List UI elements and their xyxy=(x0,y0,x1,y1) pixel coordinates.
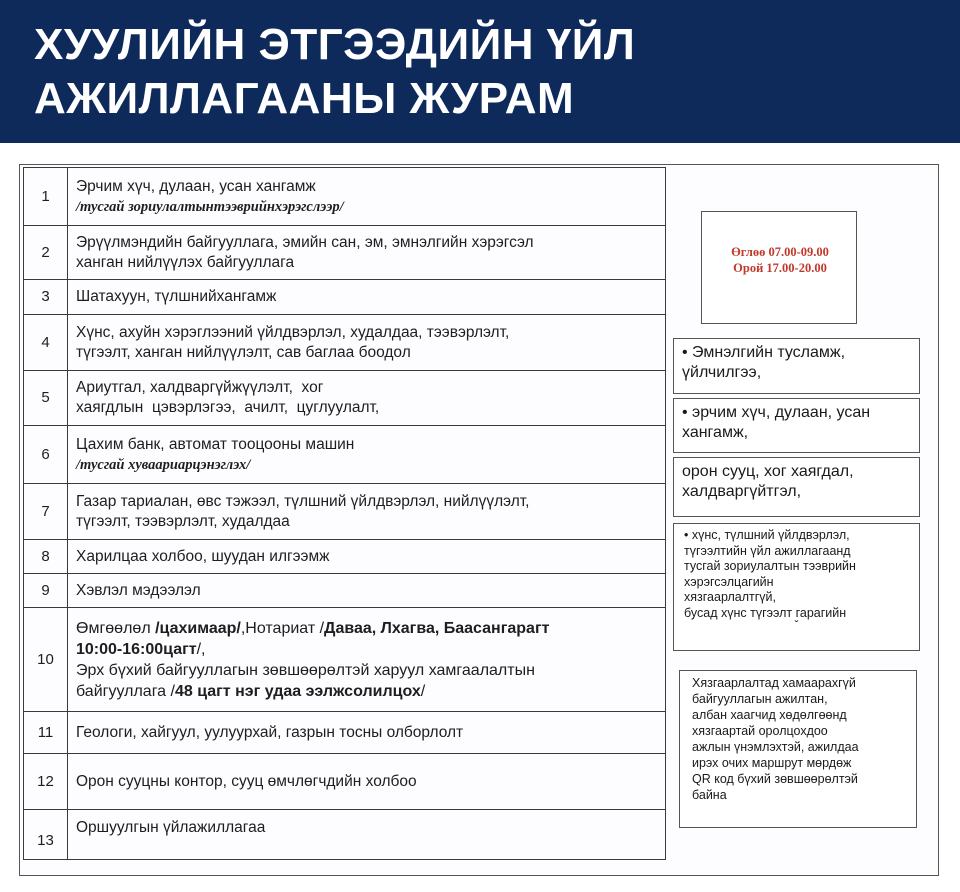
table-row xyxy=(24,574,666,608)
table-row xyxy=(24,754,666,810)
row-text-line: Геологи, хайгуул, уулуурхай, газрын тосны олборлолт xyxy=(76,723,464,741)
row-text-line: Хэвлэл мэдээлэл xyxy=(76,581,201,599)
table-row xyxy=(24,810,666,860)
row-text xyxy=(68,608,666,712)
table-row xyxy=(24,371,666,426)
morning-hours: Өглөө 07.00-09.00 xyxy=(731,245,829,259)
note-food-transport xyxy=(673,523,920,651)
row-text-line: Эрчим хүч, дулаан, усан хангамж xyxy=(76,177,316,195)
note-line: • Эмнэлгийн тусламж, xyxy=(682,344,846,361)
page-title-line-1: ХУУЛИЙН ЭТГЭЭДИЙН ҮЙЛ xyxy=(34,20,636,69)
table-row xyxy=(24,226,666,280)
note-line: бусад хүнс түгээлт гарагийн xyxy=(684,605,847,620)
note-line: хязгаартай оролцохдоо xyxy=(692,724,828,738)
row-number: 6 xyxy=(24,426,68,484)
row-text-line: Харилцаа холбоо, шуудан илгээмж xyxy=(76,547,330,565)
note-line: ирэх очих маршрут мөрдөж xyxy=(692,756,852,770)
row-text-line: 10:00-16:00цагт/, xyxy=(76,640,206,658)
note-line: албан хаагчид хөдөлгөөнд xyxy=(692,708,847,722)
rules-table xyxy=(23,167,666,860)
note-line: QR код бүхий зөвшөөрөлтэй xyxy=(692,772,858,786)
row-number: 5 xyxy=(24,371,68,426)
row-number: 12 xyxy=(24,754,68,810)
note-line: • эрчим хүч, дулаан, усан xyxy=(682,404,871,421)
table-row xyxy=(24,280,666,315)
table-row xyxy=(24,712,666,754)
note-line: хангамж, xyxy=(682,424,749,441)
row-text-line: байгууллага /48 цагт нэг удаа ээлжсолилцох/ xyxy=(76,682,426,700)
note-medical xyxy=(673,338,920,394)
note-line: түгээлтийн үйл ажиллагаанд xyxy=(684,543,851,558)
table-row xyxy=(24,315,666,371)
row-text-line: Хүнс, ахуйн хэрэглээний үйлдвэрлэл, худалдаа, тээвэрлэлт, xyxy=(76,323,510,341)
row-number: 3 xyxy=(24,280,68,315)
row-text xyxy=(68,712,666,754)
row-number: 11 xyxy=(24,712,68,754)
row-text xyxy=(68,226,666,280)
row-text xyxy=(68,484,666,540)
note-exempt-staff xyxy=(679,670,917,828)
row-text xyxy=(68,574,666,608)
row-number: 1 xyxy=(24,168,68,226)
row-number: 2 xyxy=(24,226,68,280)
row-text xyxy=(68,426,666,484)
row-number: 8 xyxy=(24,540,68,574)
note-line: Хязгаарлалтад хамаарахгүй xyxy=(692,676,856,690)
row-text-line: Эрх бүхий байгууллагын зөвшөөрөлтэй харуул хамгаалалтын xyxy=(76,661,535,679)
note-line: үйлчилгээ, xyxy=(682,364,762,381)
row-text-line: Ариутгал, халдваргүйжүүлэлт, хог xyxy=(76,379,324,396)
page-title xyxy=(34,18,934,126)
note-line: халдваргүйтгэл, xyxy=(682,483,802,500)
note-line: • хүнс, түлшний үйлдвэрлэл, xyxy=(684,528,850,542)
page-title-line-2: АЖИЛЛАГААНЫ ЖУРАМ xyxy=(34,74,575,123)
evening-hours: Орой 17.00-20.00 xyxy=(733,261,827,275)
row-number: 4 xyxy=(24,315,68,371)
row-text xyxy=(68,371,666,426)
row-text xyxy=(68,168,666,226)
schedule-box xyxy=(701,211,857,324)
header-banner xyxy=(0,0,960,143)
row-text-line: түгээлт, ханган нийлүүлэлт, сав баглаа боодол xyxy=(76,343,411,361)
row-text xyxy=(68,280,666,315)
note-line: байна xyxy=(692,788,727,802)
note-line: тусгай зориулалтын тээврийн xyxy=(684,559,856,573)
row-text-line: хаягдлын цэвэрлэгээ, ачилт, цуглуулалт, xyxy=(76,399,380,416)
row-text-line: /тусгай хуваариарцэнэглэх/ xyxy=(76,456,251,473)
row-text-line: Цахим банк, автомат тооцооны машин xyxy=(76,435,355,453)
note-energy xyxy=(673,398,920,453)
table-row xyxy=(24,608,666,712)
note-line: хязгаарлалтгүй, xyxy=(684,590,776,604)
note-line: хэрэгсэлцагийн xyxy=(684,574,774,589)
row-number: 13 xyxy=(24,810,68,860)
row-text-line: Өмгөөлөл /цахимаар/,Нотариат /Даваа, Лхагва, Баасангарагт xyxy=(76,619,550,637)
row-text-line: Орон сууцны контор, сууц өмчлөгчдийн холбоо xyxy=(76,772,417,790)
table-row xyxy=(24,426,666,484)
row-number: 9 xyxy=(24,574,68,608)
note-line: орон сууц, хог хаягдал, xyxy=(682,463,854,480)
row-text-line: Газар тариалан, өвс тэжээл, түлшний үйлдвэрлэл, нийлүүлэлт, xyxy=(76,492,530,510)
table-row xyxy=(24,168,666,226)
row-text xyxy=(68,315,666,371)
row-number: 7 xyxy=(24,484,68,540)
row-text-line: түгээлт, тээвэрлэлт, худалдаа xyxy=(76,512,290,530)
more-caret-icon: ˇ xyxy=(794,618,799,632)
note-line: ажлын үнэмлэхтэй, ажилдаа xyxy=(692,740,859,754)
row-text-line: Шатахуун, түлшнийхангамж xyxy=(76,288,277,305)
row-text xyxy=(68,754,666,810)
row-text-line: Оршуулгын үйлажиллагаа xyxy=(76,819,266,836)
note-housing xyxy=(673,457,920,517)
row-number: 10 xyxy=(24,608,68,712)
row-text-line: Эрүүлмэндийн байгууллага, эмийн сан, эм, эмнэлгийн хэрэгсэл xyxy=(76,233,534,251)
note-line: байгууллагын ажилтан, xyxy=(692,692,828,706)
table-row xyxy=(24,540,666,574)
row-text xyxy=(68,810,666,860)
row-text-line: ханган нийлүүлэх байгууллага xyxy=(76,253,295,271)
row-text xyxy=(68,540,666,574)
table-row xyxy=(24,484,666,540)
row-text-line: /тусгай зориулалтынтээврийнхэрэгслээр/ xyxy=(76,198,344,215)
